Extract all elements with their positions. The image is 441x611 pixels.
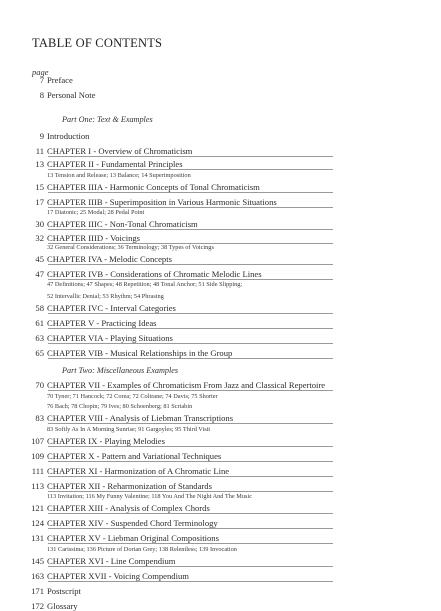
toc-page-number: 113 xyxy=(31,481,44,491)
toc-page-number: 107 xyxy=(31,436,44,446)
toc-entry[interactable] xyxy=(0,451,221,461)
toc-entry-title: CHAPTER XV - Liebman Original Compositions xyxy=(47,533,219,543)
toc-entry-title: CHAPTER IIIB - Superimposition in Various Harmonic Situations xyxy=(47,197,277,207)
toc-subtopics: 13 Tension and Release; 13 Balance; 14 Superimposition xyxy=(47,172,191,179)
toc-divider xyxy=(48,390,333,391)
toc-entry-title: CHAPTER XIV - Suspended Chord Terminology xyxy=(47,518,218,528)
toc-page-number: 15 xyxy=(35,182,44,192)
toc-divider xyxy=(48,528,333,529)
toc-entry-title: CHAPTER I - Overview of Chromaticism xyxy=(47,146,193,156)
toc-entry-title: Glossary xyxy=(47,601,78,611)
toc-entry[interactable] xyxy=(0,586,81,596)
toc-entry[interactable] xyxy=(0,556,175,566)
toc-page-number: 111 xyxy=(31,466,44,476)
toc-divider xyxy=(48,229,333,230)
toc-divider xyxy=(48,313,333,314)
toc-page-number: 83 xyxy=(35,413,44,423)
toc-divider xyxy=(48,343,333,344)
toc-entry[interactable] xyxy=(0,481,212,491)
toc-divider xyxy=(48,328,333,329)
toc-entry[interactable] xyxy=(0,571,189,581)
toc-page-number: 17 xyxy=(35,197,44,207)
toc-divider xyxy=(48,358,333,359)
toc-entry-title: Personal Note xyxy=(47,90,96,100)
toc-entry-title: CHAPTER IVC - Interval Categories xyxy=(47,303,176,313)
toc-entry-title: CHAPTER IVA - Melodic Concepts xyxy=(47,254,172,264)
page-title: TABLE OF CONTENTS xyxy=(32,36,163,50)
toc-subtopics: 47 Definitions; 47 Shapes; 48 Repetition; 48 Tonal Anchor; 51 Side Slipping; xyxy=(47,281,243,288)
toc-entry-title: CHAPTER V - Practicing Ideas xyxy=(47,318,157,328)
toc-subtopics: 76 Bach; 78 Chopin; 79 Ives; 80 Schoenberg; 81 Scriabin xyxy=(47,403,193,410)
toc-page-number: 109 xyxy=(31,451,44,461)
toc-entry-title: Preface xyxy=(47,75,73,85)
toc-page-number: 32 xyxy=(35,233,44,243)
toc-entry[interactable] xyxy=(0,182,260,192)
toc-entry[interactable] xyxy=(0,254,172,264)
toc-page-number: 45 xyxy=(35,254,44,264)
toc-entry[interactable] xyxy=(0,131,89,141)
toc-entry-title: Introduction xyxy=(47,131,90,141)
toc-entry[interactable] xyxy=(0,75,73,85)
toc-page-number: 58 xyxy=(35,303,44,313)
toc-divider xyxy=(48,476,333,477)
toc-entry-title: CHAPTER XI - Harmonization of A Chromatic Line xyxy=(47,466,230,476)
toc-entry[interactable] xyxy=(0,269,262,279)
toc-page-number: 124 xyxy=(31,518,44,528)
toc-page-number: 9 xyxy=(39,131,44,141)
toc-entry[interactable] xyxy=(0,303,176,313)
toc-entry-title: CHAPTER XVI - Line Compendium xyxy=(47,556,176,566)
toc-divider xyxy=(48,169,333,170)
toc-page-number: 70 xyxy=(35,380,44,390)
toc-divider xyxy=(48,581,333,582)
toc-entry-title: Postscript xyxy=(47,586,81,596)
toc-page-number: 171 xyxy=(31,586,44,596)
toc-subtopics: 17 Diatonic; 25 Modal; 28 Pedal Point xyxy=(47,209,145,216)
toc-entry[interactable] xyxy=(0,159,183,169)
toc-entry[interactable] xyxy=(0,197,277,207)
toc-entry[interactable] xyxy=(0,533,219,543)
toc-page-number: 65 xyxy=(35,348,44,358)
toc-page-number: 7 xyxy=(39,75,44,85)
toc-page-number: 61 xyxy=(35,318,44,328)
toc-entry-title: CHAPTER IVB - Considerations of Chromatic Melodic Lines xyxy=(47,269,262,279)
toc-page-number: 121 xyxy=(31,503,44,513)
toc-entry-title: CHAPTER IIID - Voicings xyxy=(47,233,141,243)
toc-divider xyxy=(48,513,333,514)
toc-divider xyxy=(48,491,333,492)
toc-entry[interactable] xyxy=(0,348,232,358)
toc-divider xyxy=(48,423,333,424)
toc-page-number: 163 xyxy=(31,571,44,581)
toc-entry-title: CHAPTER IIIC - Non-Tonal Chromaticism xyxy=(47,219,198,229)
page-column-label: page xyxy=(32,67,49,77)
toc-entry-title: CHAPTER II - Fundamental Principles xyxy=(47,159,183,169)
toc-page-number: 63 xyxy=(35,333,44,343)
toc-divider xyxy=(48,156,333,157)
toc-page-number: 8 xyxy=(39,90,44,100)
toc-divider xyxy=(48,566,333,567)
part-one-heading: Part One: Text & Examples xyxy=(62,115,153,124)
toc-page-number: 145 xyxy=(31,556,44,566)
part-two-heading: Part Two: Miscellaneous Examples xyxy=(62,366,179,375)
toc-entry[interactable] xyxy=(0,219,198,229)
toc-entry-title: CHAPTER XII - Reharmonization of Standards xyxy=(47,481,212,491)
toc-page-number: 30 xyxy=(35,219,44,229)
toc-entry[interactable] xyxy=(0,503,210,513)
toc-entry[interactable] xyxy=(0,436,165,446)
toc-entry[interactable] xyxy=(0,90,95,100)
toc-entry[interactable] xyxy=(0,413,233,423)
toc-divider xyxy=(48,446,333,447)
toc-subtopics: 32 General Considerations; 36 Terminology; 38 Types of Voicings xyxy=(47,244,214,251)
toc-divider xyxy=(48,207,333,208)
toc-entry[interactable] xyxy=(0,333,173,343)
toc-entry[interactable] xyxy=(0,380,325,390)
toc-entry-title: CHAPTER IX - Playing Melodies xyxy=(47,436,165,446)
toc-entry-title: CHAPTER VIII - Analysis of Liebman Transcriptions xyxy=(47,413,234,423)
toc-divider xyxy=(48,543,333,544)
toc-entry-title: CHAPTER VIB - Musical Relationships in the Group xyxy=(47,348,233,358)
toc-entry[interactable] xyxy=(0,601,78,611)
toc-page-number: 131 xyxy=(31,533,44,543)
toc-entry-title: CHAPTER VIA - Playing Situations xyxy=(47,333,173,343)
toc-subtopics: 52 Intervallic Denial; 53 Rhythm; 54 Phrasing xyxy=(47,293,164,300)
toc-page-number: 13 xyxy=(35,159,44,169)
toc-page-number: 47 xyxy=(35,269,44,279)
toc-entry-title: CHAPTER XIII - Analysis of Complex Chords xyxy=(47,503,210,513)
toc-entry[interactable] xyxy=(0,518,218,528)
toc-page-number: 172 xyxy=(31,601,44,611)
toc-entry-title: CHAPTER VII - Examples of Chromaticism From Jazz and Classical Repertoire xyxy=(47,380,326,390)
toc-entry-title: CHAPTER IIIA - Harmonic Concepts of Tonal Chromaticism xyxy=(47,182,260,192)
toc-divider xyxy=(48,192,333,193)
toc-page-number: 11 xyxy=(35,146,44,156)
toc-divider xyxy=(48,264,333,265)
toc-subtopics: 113 Invitation; 116 My Funny Valentine; 118 You And The Night And The Music xyxy=(47,493,253,500)
toc-entry[interactable] xyxy=(0,233,140,243)
toc-entry[interactable] xyxy=(0,466,229,476)
toc-subtopics: 83 Softly As In A Morning Sunrise; 91 Gargoyles; 95 Third Visit xyxy=(47,426,211,433)
toc-entry[interactable] xyxy=(0,146,192,156)
toc-entry-title: CHAPTER XVII - Voicing Compendium xyxy=(47,571,189,581)
toc-subtopics: 131 Carissima; 136 Picture of Dorian Grey; 138 Relentless; 139 Invocation xyxy=(47,546,237,553)
toc-divider xyxy=(48,279,333,280)
toc-divider xyxy=(48,461,333,462)
toc-subtopics: 70 Tyner; 71 Hancock; 72 Corea; 72 Coltrane; 74 Davis; 75 Shorter xyxy=(47,393,218,400)
toc-entry[interactable] xyxy=(0,318,156,328)
toc-entry-title: CHAPTER X - Pattern and Variational Techniques xyxy=(47,451,222,461)
